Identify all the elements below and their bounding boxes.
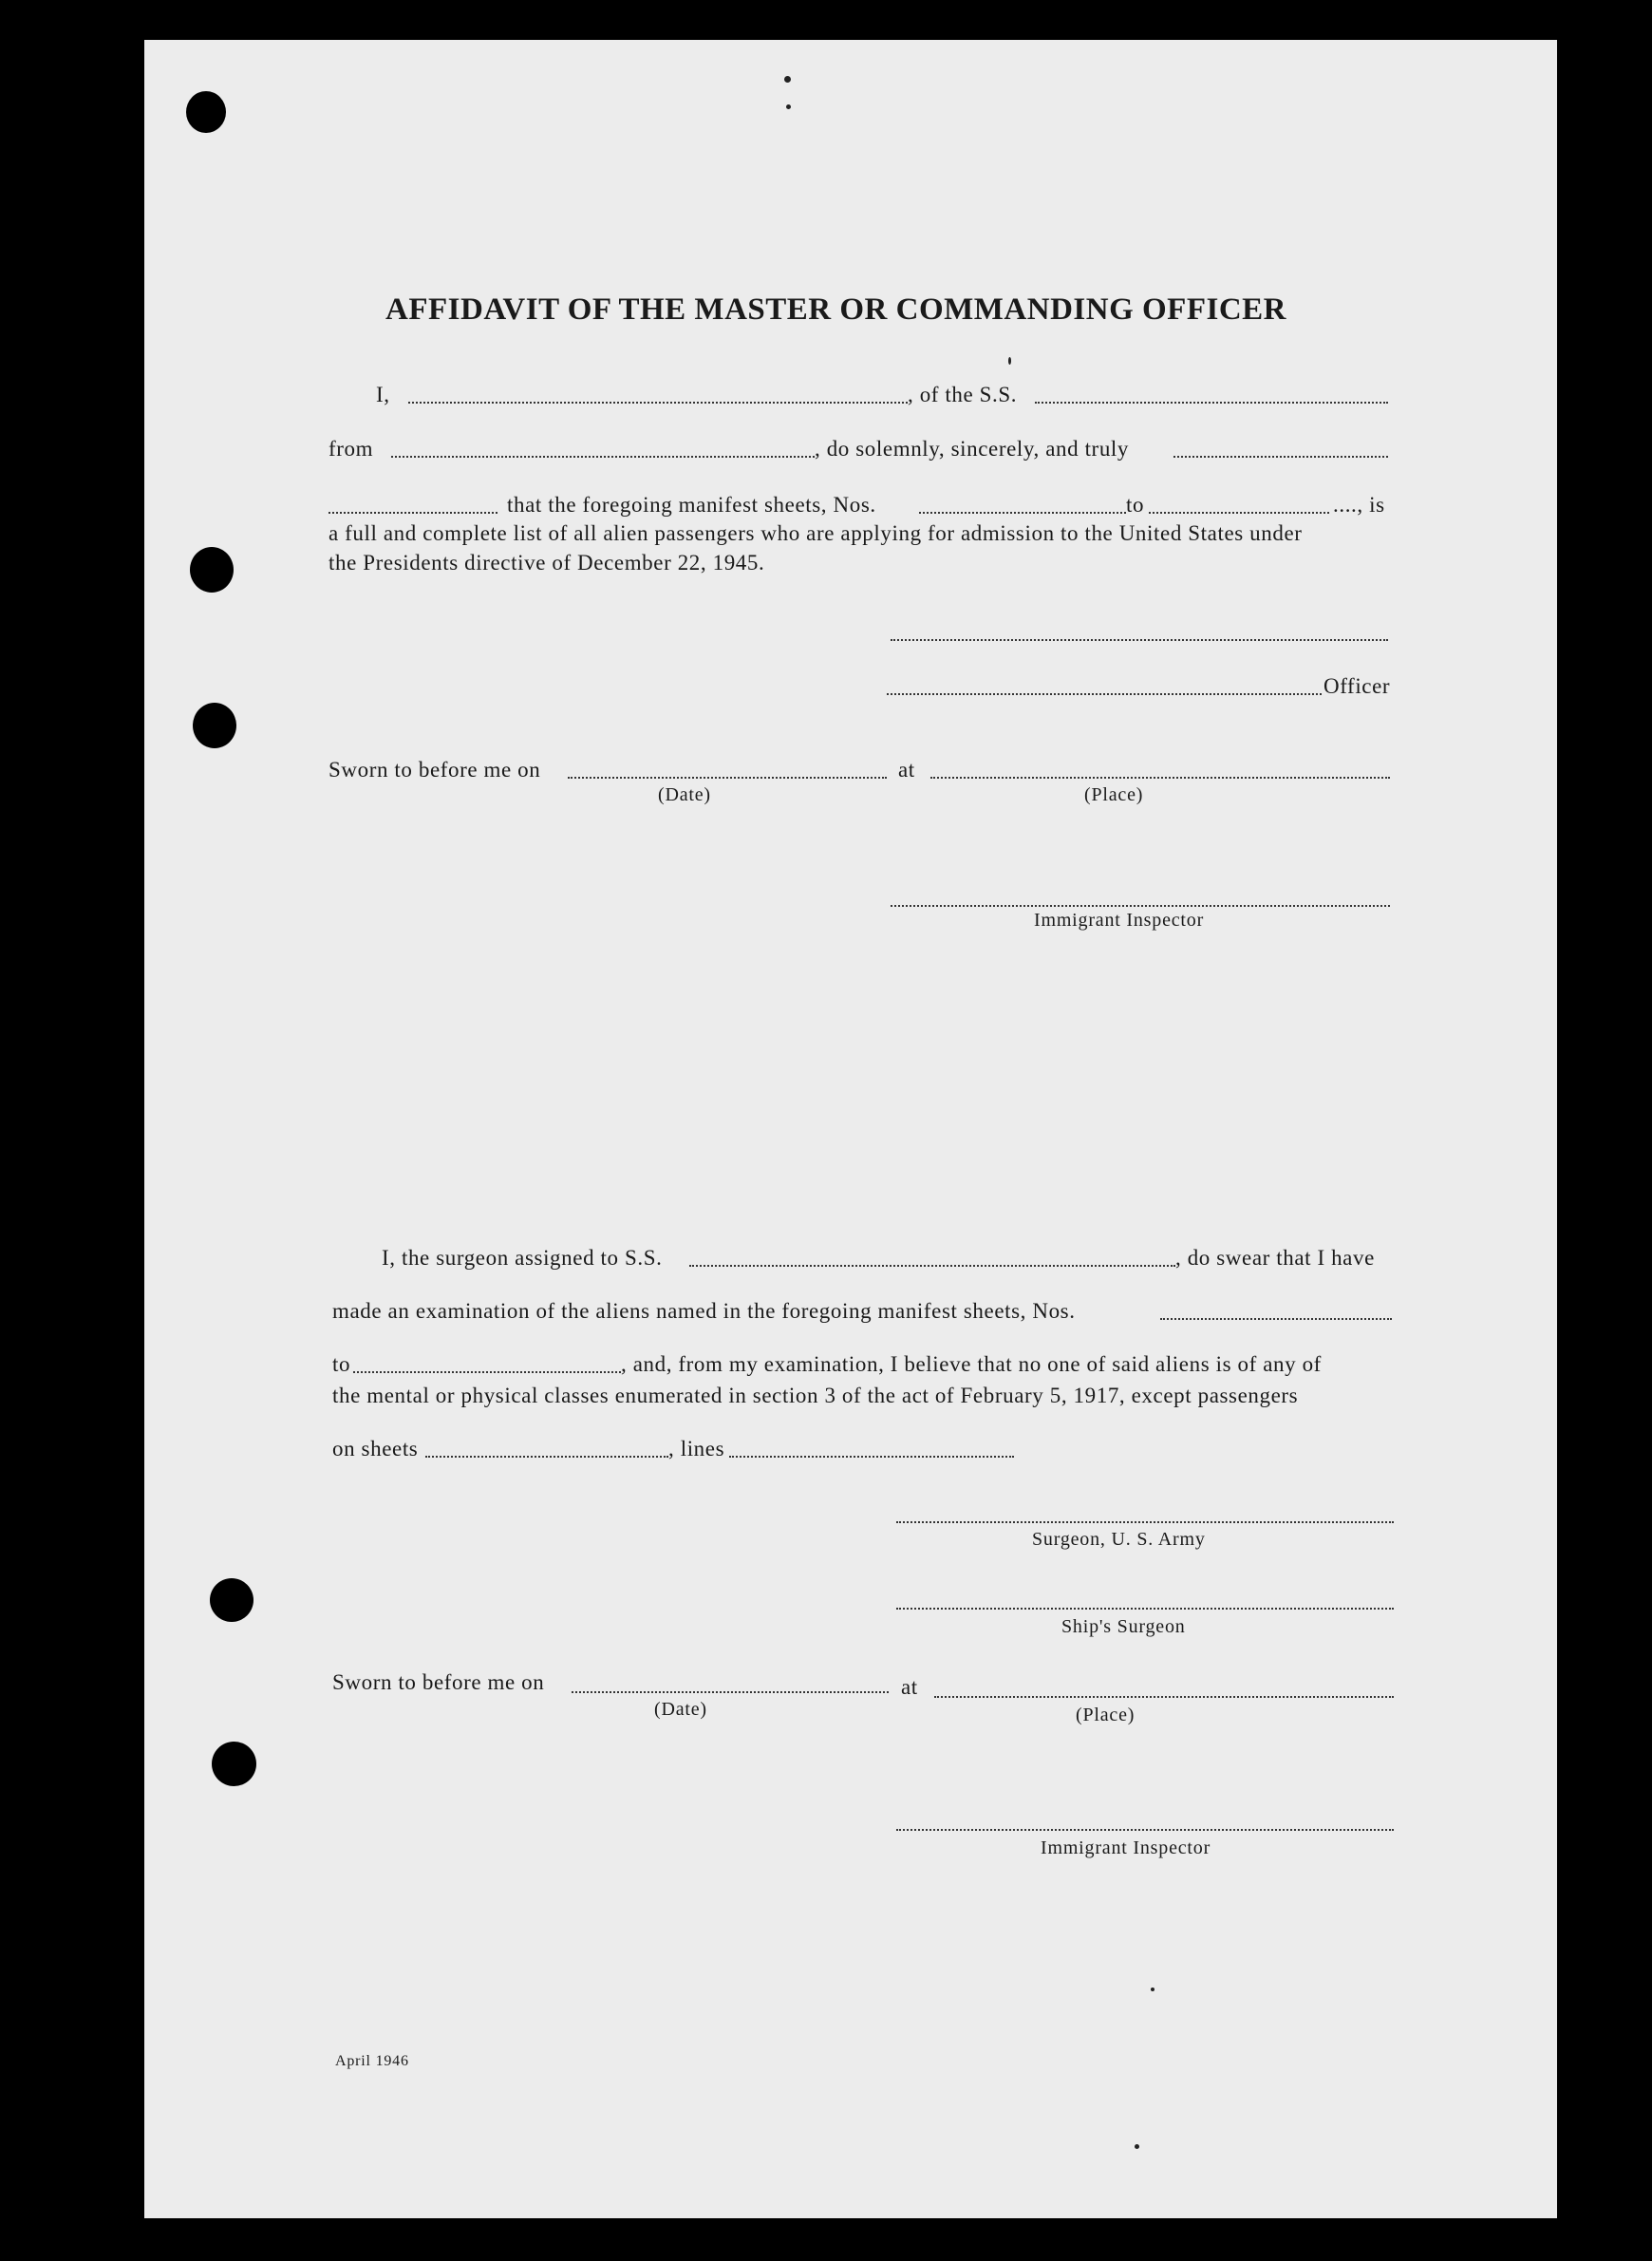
surgeon-line5-lines: , lines bbox=[668, 1437, 725, 1460]
line3-manifest: that the foregoing manifest sheets, Nos. bbox=[507, 493, 876, 517]
signature-line[interactable] bbox=[891, 639, 1388, 641]
inspector-label: Immigrant Inspector bbox=[1034, 910, 1205, 931]
surgeon-date-caption: (Date) bbox=[654, 1699, 707, 1720]
line2-from: from bbox=[329, 437, 374, 461]
punch-hole bbox=[212, 1742, 256, 1786]
surgeon-sworn-place-field[interactable] bbox=[934, 1696, 1394, 1698]
line1-of-the-ss: , of the S.S. bbox=[908, 383, 1018, 406]
at-label: at bbox=[898, 758, 915, 782]
master-name-field[interactable] bbox=[408, 402, 908, 404]
punch-hole bbox=[210, 1578, 253, 1622]
officer-signature-line[interactable] bbox=[887, 693, 1322, 695]
line2-solemnly: , do solemnly, sincerely, and truly bbox=[815, 437, 1130, 461]
surgeon-inspector-label: Immigrant Inspector bbox=[1041, 1837, 1211, 1858]
from-port-field[interactable] bbox=[391, 456, 815, 458]
surgeon-line4: the mental or physical classes enumerated in section 3 of the act of February 5, 1917, except passengers bbox=[332, 1384, 1299, 1407]
document-page bbox=[144, 40, 1557, 2218]
ship-surgeon-label: Ship's Surgeon bbox=[1061, 1616, 1186, 1637]
ship-name-field[interactable] bbox=[1035, 402, 1388, 404]
line3-is: ...., is bbox=[1333, 493, 1385, 517]
surgeon-line3-rest: , and, from my examination, I believe that no one of said aliens is of any of bbox=[621, 1352, 1322, 1376]
army-surgeon-signature-line[interactable] bbox=[896, 1521, 1394, 1523]
surgeon-line2: made an examination of the aliens named in the foregoing manifest sheets, Nos. bbox=[332, 1299, 1076, 1323]
army-surgeon-label: Surgeon, U. S. Army bbox=[1032, 1529, 1206, 1550]
scan-speck bbox=[1008, 357, 1011, 365]
scan-speck bbox=[1151, 1988, 1155, 1991]
line1-i: I, bbox=[376, 383, 390, 406]
inspector-signature-line[interactable] bbox=[891, 905, 1390, 907]
officer-label: Officer bbox=[1323, 674, 1391, 698]
affidavit-statement-line: the Presidents directive of December 22, 1945. bbox=[329, 551, 765, 575]
surgeon-line1-start: I, the surgeon assigned to S.S. bbox=[382, 1246, 663, 1270]
punch-hole bbox=[193, 703, 236, 748]
ship-surgeon-signature-line[interactable] bbox=[896, 1608, 1394, 1610]
surgeon-sworn-date-field[interactable] bbox=[572, 1691, 889, 1693]
manifest-from-field[interactable] bbox=[919, 512, 1126, 514]
affidavit-statement-line: a full and complete list of all alien passengers who are applying for admission to the United States under bbox=[329, 521, 1303, 545]
surgeon-ship-field[interactable] bbox=[689, 1265, 1175, 1267]
sworn-place-field[interactable] bbox=[930, 777, 1390, 779]
surgeon-sheets-to-field[interactable] bbox=[353, 1371, 621, 1373]
surgeon-sheets-from-field[interactable] bbox=[1160, 1318, 1392, 1320]
sworn-label: Sworn to before me on bbox=[329, 758, 541, 782]
manifest-to-field[interactable] bbox=[1149, 512, 1329, 514]
affidavit-title: AFFIDAVIT OF THE MASTER OR COMMANDING OFFICER bbox=[385, 292, 1286, 327]
place-caption: (Place) bbox=[1084, 784, 1144, 805]
surgeon-line5-sheets: on sheets bbox=[332, 1437, 419, 1460]
exception-lines-field[interactable] bbox=[729, 1456, 1014, 1458]
surgeon-line1-end: , do swear that I have bbox=[1175, 1246, 1375, 1270]
scan-speck bbox=[1135, 2144, 1139, 2149]
scan-speck bbox=[786, 104, 791, 109]
sworn-date-field[interactable] bbox=[568, 777, 887, 779]
surgeon-line3-to: to bbox=[332, 1352, 351, 1376]
form-date: April 1946 bbox=[335, 2053, 409, 2069]
date-caption: (Date) bbox=[658, 784, 711, 805]
surgeon-sworn-label: Sworn to before me on bbox=[332, 1670, 545, 1694]
surgeon-place-caption: (Place) bbox=[1076, 1705, 1136, 1725]
surgeon-inspector-signature-line[interactable] bbox=[896, 1829, 1394, 1831]
line3-to: to bbox=[1126, 493, 1145, 517]
scan-speck bbox=[784, 76, 791, 83]
surgeon-at-label: at bbox=[901, 1675, 918, 1699]
exception-sheets-field[interactable] bbox=[425, 1456, 668, 1458]
punch-hole bbox=[190, 547, 234, 593]
oath-form-field[interactable] bbox=[1173, 456, 1388, 458]
oath-form-field-continued[interactable] bbox=[329, 512, 497, 514]
punch-hole bbox=[186, 91, 226, 133]
